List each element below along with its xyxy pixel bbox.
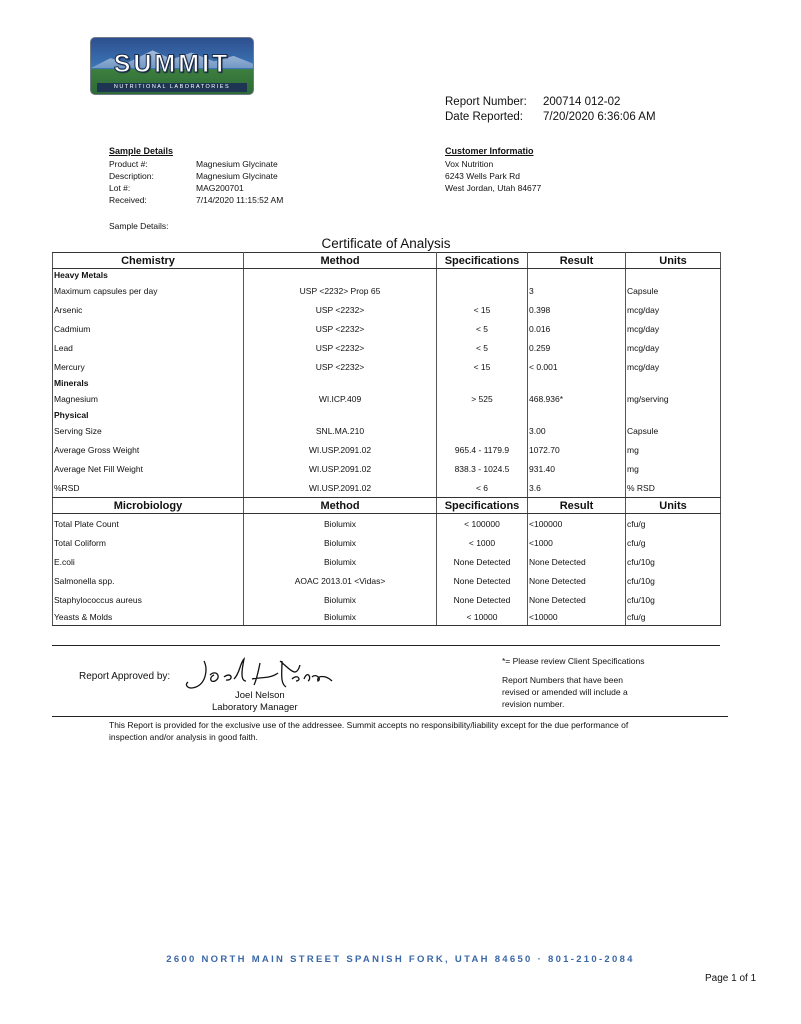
empty-cell [528, 269, 626, 282]
cell-test-name: Average Gross Weight [53, 440, 244, 459]
cell-units: cfu/g [626, 609, 721, 626]
disclaimer-line-2: inspection and/or analysis in good faith. [109, 732, 258, 742]
column-header-units: Units [626, 253, 721, 269]
sample-label-lot: Lot #: [109, 183, 131, 193]
cell-method: WI.USP.2091.02 [244, 459, 437, 478]
cell-specification: None Detected [437, 552, 528, 571]
cell-test-name: Total Coliform [53, 533, 244, 552]
cell-specification: None Detected [437, 590, 528, 609]
group-label: Physical [53, 408, 244, 421]
microbiology-header-row [53, 498, 721, 514]
cell-test-name: Staphylococcus aureus [53, 590, 244, 609]
cell-test-name: Serving Size [53, 421, 244, 440]
cell-result: 0.016 [528, 319, 626, 338]
cell-specification: < 100000 [437, 514, 528, 534]
empty-cell [626, 376, 721, 389]
table-row [53, 552, 721, 571]
table-row [53, 459, 721, 478]
disclaimer-line-1: This Report is provided for the exclusive use of the addressee. Summit accepts no responsibility/liability except for the due performance of [109, 720, 629, 730]
cell-method: USP <2232> [244, 300, 437, 319]
cell-result: None Detected [528, 552, 626, 571]
cell-method: Biolumix [244, 552, 437, 571]
cell-units: mcg/day [626, 319, 721, 338]
group-label: Heavy Metals [53, 269, 244, 282]
cell-units: mcg/day [626, 338, 721, 357]
column-header-specification: Specifications [437, 253, 528, 269]
table-row [53, 421, 721, 440]
date-reported: 7/20/2020 6:36:06 AM [543, 111, 656, 123]
table-row [53, 514, 721, 534]
group-row [53, 269, 721, 282]
table-row [53, 338, 721, 357]
cell-units: cfu/10g [626, 571, 721, 590]
coa-table [52, 252, 721, 626]
empty-cell [528, 408, 626, 421]
cell-specification [437, 421, 528, 440]
column-header-units: Units [626, 498, 721, 514]
summit-logo [90, 37, 254, 95]
cell-units: mcg/day [626, 300, 721, 319]
empty-cell [244, 269, 437, 282]
asterisk-note: *= Please review Client Specifications [502, 656, 645, 666]
column-header-test-name: Chemistry [53, 253, 244, 269]
cell-specification: < 15 [437, 357, 528, 376]
cell-test-name: Average Net Fill Weight [53, 459, 244, 478]
revision-note-line-2: revised or amended will include a [502, 687, 628, 697]
cell-result: 468.936* [528, 389, 626, 408]
cell-units: cfu/10g [626, 590, 721, 609]
cell-specification: 965.4 - 1179.9 [437, 440, 528, 459]
column-header-method: Method [244, 253, 437, 269]
date-reported-label: Date Reported: [445, 111, 523, 123]
empty-cell [244, 376, 437, 389]
cell-units: cfu/g [626, 514, 721, 534]
cell-specification: None Detected [437, 571, 528, 590]
cell-result: 3.00 [528, 421, 626, 440]
cell-test-name: Cadmium [53, 319, 244, 338]
cell-units: % RSD [626, 478, 721, 498]
cell-method: WI.USP.2091.02 [244, 478, 437, 498]
cell-units: Capsule [626, 421, 721, 440]
cell-units: mg [626, 440, 721, 459]
cell-units: mcg/day [626, 357, 721, 376]
footer-address: 2600 NORTH MAIN STREET SPANISH FORK, UTAH 84650 · 801-210-2084 [166, 954, 635, 965]
customer-street: 6243 Wells Park Rd [445, 171, 520, 181]
cell-method: Biolumix [244, 533, 437, 552]
signature-graphic [182, 655, 342, 695]
cell-units: mg/serving [626, 389, 721, 408]
group-row [53, 376, 721, 389]
cell-result: 3.6 [528, 478, 626, 498]
approval-rule-top [52, 645, 720, 646]
empty-cell [626, 269, 721, 282]
column-header-result: Result [528, 498, 626, 514]
approval-rule-bottom [52, 716, 728, 717]
table-row [53, 357, 721, 376]
column-header-specification: Specifications [437, 498, 528, 514]
table-row [53, 590, 721, 609]
cell-result: <10000 [528, 609, 626, 626]
table-row [53, 389, 721, 408]
cell-result: < 0.001 [528, 357, 626, 376]
cell-test-name: Maximum capsules per day [53, 281, 244, 300]
cell-method: WI.USP.2091.02 [244, 440, 437, 459]
sample-value-received: 7/14/2020 11:15:52 AM [196, 195, 284, 205]
logo-tagline: NUTRITIONAL LABORATORIES [97, 83, 247, 92]
cell-result: 3 [528, 281, 626, 300]
cell-specification: < 1000 [437, 533, 528, 552]
cell-units: cfu/g [626, 533, 721, 552]
approved-by-label: Report Approved by: [79, 671, 171, 682]
approver-role: Laboratory Manager [212, 702, 298, 713]
report-number: 200714 012-02 [543, 96, 621, 108]
cell-method: USP <2232> Prop 65 [244, 281, 437, 300]
revision-note-line-1: Report Numbers that have been [502, 675, 623, 685]
cell-method: USP <2232> [244, 319, 437, 338]
page-number: Page 1 of 1 [705, 973, 757, 984]
sample-details-title: Sample Details [109, 146, 174, 156]
table-row [53, 571, 721, 590]
cell-specification: < 5 [437, 319, 528, 338]
coa-title: Certificate of Analysis [321, 236, 451, 251]
column-header-result: Result [528, 253, 626, 269]
table-row [53, 281, 721, 300]
sample-label-description: Description: [109, 171, 154, 181]
cell-units: Capsule [626, 281, 721, 300]
cell-test-name: %RSD [53, 478, 244, 498]
cell-units: mg [626, 459, 721, 478]
table-row [53, 478, 721, 498]
table-row [53, 319, 721, 338]
cell-specification: < 15 [437, 300, 528, 319]
table-row [53, 300, 721, 319]
cell-result: 0.259 [528, 338, 626, 357]
cell-method: Biolumix [244, 514, 437, 534]
cell-method: SNL.MA.210 [244, 421, 437, 440]
empty-cell [437, 269, 528, 282]
column-header-test-name: Microbiology [53, 498, 244, 514]
cell-result: None Detected [528, 571, 626, 590]
cell-result: None Detected [528, 590, 626, 609]
logo-wordmark: SUMMIT [113, 50, 231, 78]
cell-specification [437, 281, 528, 300]
cell-method: USP <2232> [244, 357, 437, 376]
cell-test-name: Total Plate Count [53, 514, 244, 534]
cell-test-name: Mercury [53, 357, 244, 376]
sample-label-received: Received: [109, 195, 147, 205]
sample-details-label: Sample Details: [109, 221, 169, 231]
cell-specification: 838.3 - 1024.5 [437, 459, 528, 478]
cell-test-name: Arsenic [53, 300, 244, 319]
customer-info-title: Customer Informatio [445, 146, 534, 156]
column-header-method: Method [244, 498, 437, 514]
group-row [53, 408, 721, 421]
cell-method: AOAC 2013.01 <Vidas> [244, 571, 437, 590]
customer-name: Vox Nutrition [445, 159, 494, 169]
cell-units: cfu/10g [626, 552, 721, 571]
sample-label-product: Product #: [109, 159, 148, 169]
cell-specification: < 10000 [437, 609, 528, 626]
empty-cell [437, 376, 528, 389]
empty-cell [437, 408, 528, 421]
cell-result: <100000 [528, 514, 626, 534]
cell-result: 931.40 [528, 459, 626, 478]
revision-note-line-3: revision number. [502, 699, 565, 709]
empty-cell [626, 408, 721, 421]
chemistry-header-row [53, 253, 721, 269]
cell-test-name: Yeasts & Molds [53, 609, 244, 626]
cell-method: Biolumix [244, 590, 437, 609]
table-row [53, 440, 721, 459]
sample-value-description: Magnesium Glycinate [196, 171, 278, 181]
customer-city: West Jordan, Utah 84677 [445, 183, 542, 193]
empty-cell [528, 376, 626, 389]
cell-method: Biolumix [244, 609, 437, 626]
cell-method: USP <2232> [244, 338, 437, 357]
sample-value-lot: MAG200701 [196, 183, 244, 193]
cell-specification: < 6 [437, 478, 528, 498]
cell-test-name: E.coli [53, 552, 244, 571]
cell-specification: < 5 [437, 338, 528, 357]
cell-result: <1000 [528, 533, 626, 552]
empty-cell [244, 408, 437, 421]
cell-result: 1072.70 [528, 440, 626, 459]
cell-result: 0.398 [528, 300, 626, 319]
report-number-label: Report Number: [445, 96, 527, 108]
sample-value-product: Magnesium Glycinate [196, 159, 278, 169]
cell-test-name: Magnesium [53, 389, 244, 408]
group-label: Minerals [53, 376, 244, 389]
cell-method: WI.ICP.409 [244, 389, 437, 408]
cell-test-name: Salmonella spp. [53, 571, 244, 590]
cell-test-name: Lead [53, 338, 244, 357]
cell-specification: > 525 [437, 389, 528, 408]
approver-name: Joel Nelson [235, 690, 285, 701]
table-row [53, 533, 721, 552]
table-row [53, 609, 721, 626]
